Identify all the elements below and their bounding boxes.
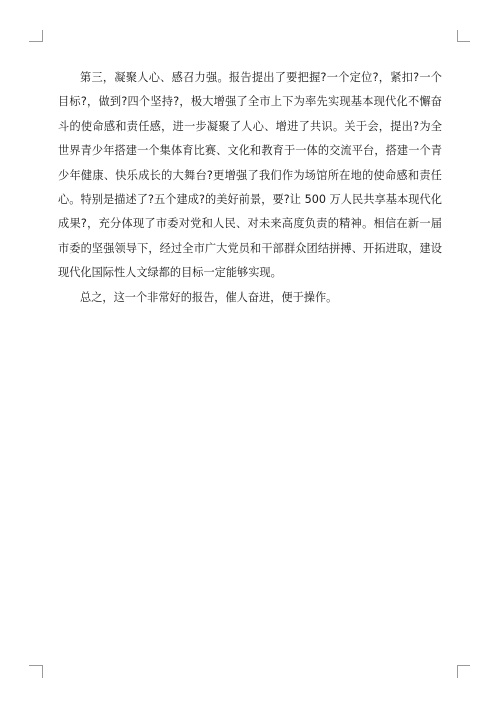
paragraph: 总之，这一个非常好的报告，催人奋进，便于操作。: [80, 290, 338, 304]
crop-mark-top-right: [457, 30, 470, 42]
paragraph: 第三，凝聚人心、感召力强。报告提出了要把握?一个定位?，紧扣?一个目标?，做到?四个坚持?，极大增强了全市上下为率先实现基本现代化不懈奋斗的使命感和责任感，进一步凝聚了人心、增进了共识。关于会，提出?为全世界青少年搭建一个集体育比赛、文化和教育于一体的交流平台，搭建一个青少年健康、快乐成长的大舞台?更增强了我们作为场馆所在地的使命感和责任心。特别是描述了?五个建成?的美好前景，要?让 500 万人民共享基本现代化成果?，充分体现了市委对党和人民、对未来高度负责的精神。相信在新一届市委的坚强领导下，经过全市广大党员和干部群众团结拼搏、开拓进取，建设现代化国际性人文绿都的目标一定能够实现。: [58, 71, 442, 280]
crop-mark-top-left: [29, 30, 43, 42]
crop-mark-bottom-right: [457, 665, 470, 678]
document-body: [58, 66, 442, 310]
crop-mark-bottom-left: [29, 665, 43, 678]
